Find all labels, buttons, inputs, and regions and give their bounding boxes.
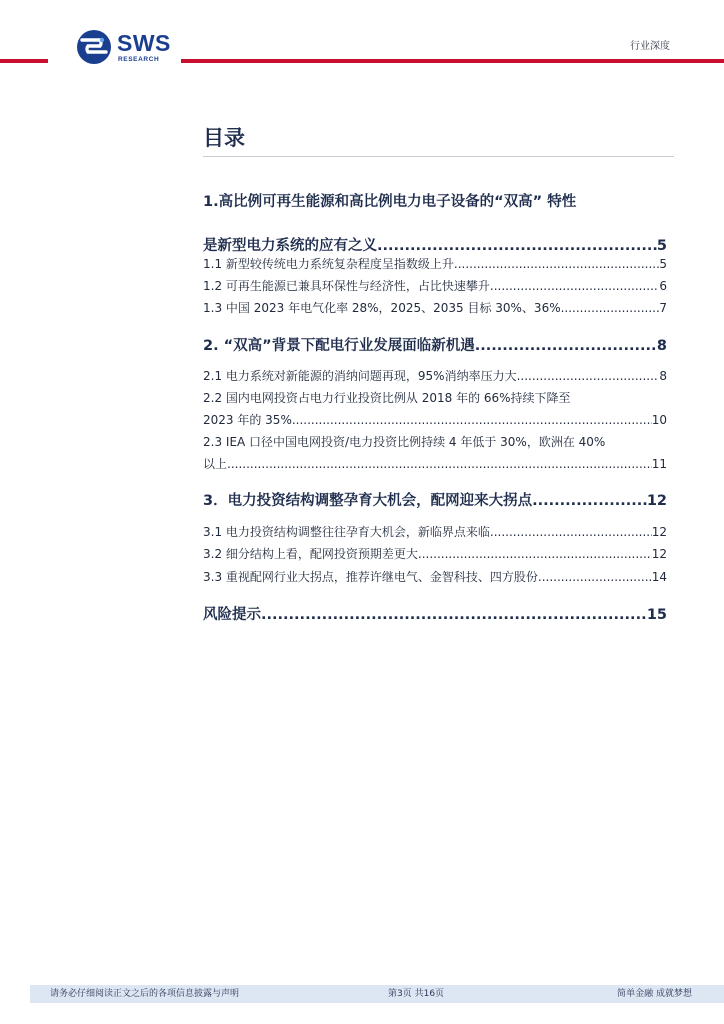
toc-leader-dots bbox=[418, 543, 652, 565]
toc-entry-3-2[interactable] bbox=[203, 543, 667, 565]
toc-title: 目录 bbox=[203, 126, 245, 150]
toc-entry-page: 12 bbox=[651, 547, 667, 561]
toc-leader-dots bbox=[490, 275, 659, 297]
toc-entry-page: 8 bbox=[656, 338, 667, 354]
toc-leader-dots bbox=[490, 521, 652, 543]
toc-leader-dots bbox=[532, 491, 647, 511]
toc-entry-text: 风险提示 bbox=[203, 607, 261, 623]
toc-entry-page: 7 bbox=[659, 301, 667, 315]
toc-leader-dots bbox=[561, 297, 660, 319]
toc-entry-text: 是新型电力系统的应有之义 bbox=[203, 238, 377, 254]
toc-entry-page: 6 bbox=[659, 279, 667, 293]
toc-entry-text: 3.1 电力投资结构调整往往孕育大机会，新临界点来临 bbox=[203, 525, 490, 539]
toc-entry-page: 11 bbox=[651, 457, 667, 471]
toc-entry-2[interactable] bbox=[203, 336, 667, 356]
toc-leader-dots bbox=[292, 409, 652, 431]
toc-entry-text: 2023 年的 35% bbox=[203, 413, 292, 427]
toc-entry-1-2[interactable] bbox=[203, 275, 667, 297]
header-rule-right bbox=[181, 59, 724, 63]
toc-entry-1-1[interactable] bbox=[203, 253, 667, 275]
toc-leader-dots bbox=[475, 336, 657, 356]
toc-entry-3-3[interactable] bbox=[203, 566, 667, 588]
toc-entry-page: 12 bbox=[651, 525, 667, 539]
toc-entry-text: 3.3 重视配网行业大拐点，推荐许继电气、金智科技、四方股份 bbox=[203, 570, 538, 584]
toc-entry-text-line1: 1.高比例可再生能源和高比例电力电子设备的“双高” 特性 bbox=[203, 194, 577, 210]
toc-entry-page: 15 bbox=[646, 607, 667, 623]
toc-leader-dots bbox=[227, 453, 652, 475]
sws-logo-icon bbox=[76, 29, 112, 65]
toc-entry-1-3[interactable] bbox=[203, 297, 667, 319]
report-type-label: 行业深度 bbox=[630, 41, 670, 52]
company-logo bbox=[76, 29, 176, 67]
toc-entry-text: 1.2 可再生能源已兼具环保性与经济性，占比快速攀升 bbox=[203, 279, 490, 293]
toc-entry-text: 以上 bbox=[203, 457, 228, 471]
toc-entry-2-3[interactable] bbox=[203, 431, 667, 475]
footer-page-info: 第3页 共16页 bbox=[388, 989, 445, 999]
toc-entry-page: 5 bbox=[656, 238, 667, 254]
toc-entry-2-1[interactable] bbox=[203, 365, 667, 387]
toc-entry-page: 12 bbox=[646, 493, 667, 509]
toc-entry-page: 5 bbox=[659, 257, 667, 271]
toc-leader-dots bbox=[261, 605, 647, 625]
logo-text: SWS bbox=[117, 30, 171, 56]
toc-entry-risk[interactable] bbox=[203, 605, 667, 625]
toc-entry-text: 2. “双高”背景下配电行业发展面临新机遇 bbox=[203, 338, 475, 354]
toc-entry-text: 3.2 细分结构上看，配网投资预期差更大 bbox=[203, 547, 418, 561]
toc-entry-page: 8 bbox=[659, 369, 667, 383]
page-footer bbox=[30, 985, 724, 1003]
toc-entry-2-2[interactable] bbox=[203, 387, 667, 431]
toc-entry-text: 1.3 中国 2023 年电气化率 28%，2025、2035 目标 30%、36% bbox=[203, 301, 561, 315]
toc-leader-dots bbox=[538, 566, 652, 588]
toc-entry-3-1[interactable] bbox=[203, 521, 667, 543]
footer-disclaimer: 请务必仔细阅读正文之后的各项信息披露与声明 bbox=[50, 989, 240, 999]
toc-divider bbox=[203, 156, 674, 157]
toc-entry-text: 3．电力投资结构调整孕育大机会，配网迎来大拐点 bbox=[203, 493, 533, 509]
toc-entry-text-line1: 2.3 IEA 口径中国电网投资/电力投资比例持续 4 年低于 30%，欧洲在 40% bbox=[203, 435, 606, 449]
toc-leader-dots bbox=[454, 253, 659, 275]
header-rule-left bbox=[0, 59, 48, 63]
footer-slogan: 简单金融 成就梦想 bbox=[617, 989, 692, 999]
toc-entry-text: 1.1 新型较传统电力系统复杂程度呈指数级上升 bbox=[203, 257, 454, 271]
toc-entry-page: 10 bbox=[651, 413, 667, 427]
toc-entry-text: 2.1 电力系统对新能源的消纳问题再现，95%消纳率压力大 bbox=[203, 369, 517, 383]
toc-leader-dots bbox=[517, 365, 660, 387]
toc-entry-3[interactable] bbox=[203, 491, 667, 511]
toc-entry-text-line1: 2.2 国内电网投资占电力行业投资比例从 2018 年的 66%持续下降至 bbox=[203, 391, 571, 405]
toc-entry-page: 14 bbox=[651, 570, 667, 584]
logo-subtext: RESEARCH bbox=[118, 56, 160, 63]
